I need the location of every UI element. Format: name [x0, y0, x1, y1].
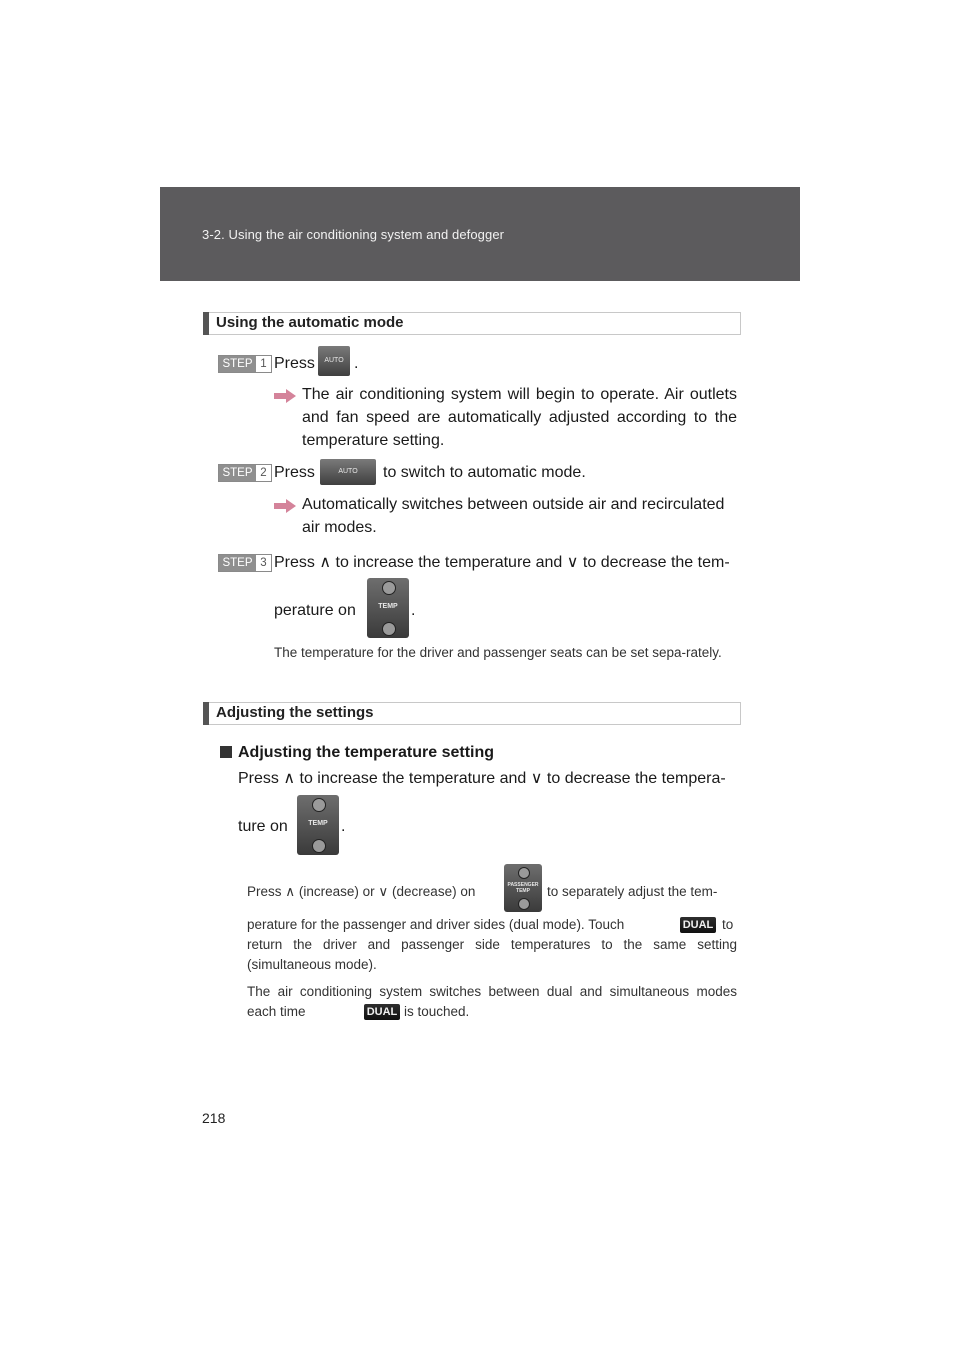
passenger-temp-dial-icon: PASSENGER TEMP [504, 864, 542, 912]
step-1-result: The air conditioning system will begin to operate. Air outlets and fan speed are automatically adjusted according to the temperature setting. [302, 386, 737, 449]
temperature-line2-pre: ture on [238, 818, 288, 835]
auto-button-icon: AUTO [318, 346, 350, 376]
header-bar [160, 187, 800, 281]
auto-recirculation-button-icon: AUTO [320, 459, 376, 485]
note1-post: to separately adjust the tem- [547, 884, 718, 899]
temp-dial-icon: TEMP [297, 795, 339, 855]
step-3-note: The temperature for the driver and passenger seats can be set sepa-rately. [274, 645, 722, 660]
step-3-badge: STEP 3 [218, 554, 272, 572]
step-2-post: to switch to automatic mode. [383, 464, 586, 481]
note1-rest-pre: perature for the passenger and driver sides (dual mode). Touch [247, 917, 625, 932]
note1-to: to [722, 917, 734, 932]
page-number: 218 [202, 1110, 226, 1126]
sub-heading-temperature: Adjusting the temperature setting [220, 741, 494, 764]
section-heading-adjusting-settings: Adjusting the settings [203, 702, 741, 725]
step-3-line2-post: . [411, 602, 416, 619]
note1-rest-post: return the driver and passenger side temperatures to the same setting (simultaneous mode). [247, 937, 737, 972]
step-3-line1: Press ∧ to increase the temperature and ∨ to decrease the tem- [274, 554, 730, 571]
section-heading-automatic-mode: Using the automatic mode [203, 312, 741, 335]
note2-post: is touched. [404, 1004, 470, 1019]
square-bullet-icon [220, 746, 232, 758]
temperature-line1: Press ∧ to increase the temperature and ∨ to decrease the tempera- [238, 770, 726, 787]
result-arrow-icon [274, 389, 296, 403]
step-1-post: . [354, 355, 359, 372]
note2-pre: The air conditioning system switches between dual and simultaneous modes each time [247, 984, 737, 1019]
step-3-line2-pre: perature on [274, 602, 356, 619]
dual-button-icon: DUAL [680, 917, 716, 933]
chapter-title: 3-2. Using the air conditioning system and defogger [202, 227, 505, 242]
step-2-pre: Press [274, 464, 315, 481]
step-2-result: Automatically switches between outside air and recirculated air modes. [302, 496, 725, 536]
note1-pre: Press ∧ (increase) or ∨ (decrease) on [247, 884, 476, 899]
step-2-badge: STEP 2 [218, 464, 272, 482]
result-arrow-icon [274, 499, 296, 513]
dual-button-icon: DUAL [364, 1004, 400, 1020]
step-1-badge: STEP 1 [218, 355, 272, 373]
temperature-line2-post: . [341, 818, 346, 835]
step-1-pre: Press [274, 355, 315, 372]
temp-dial-icon: TEMP [367, 578, 409, 638]
